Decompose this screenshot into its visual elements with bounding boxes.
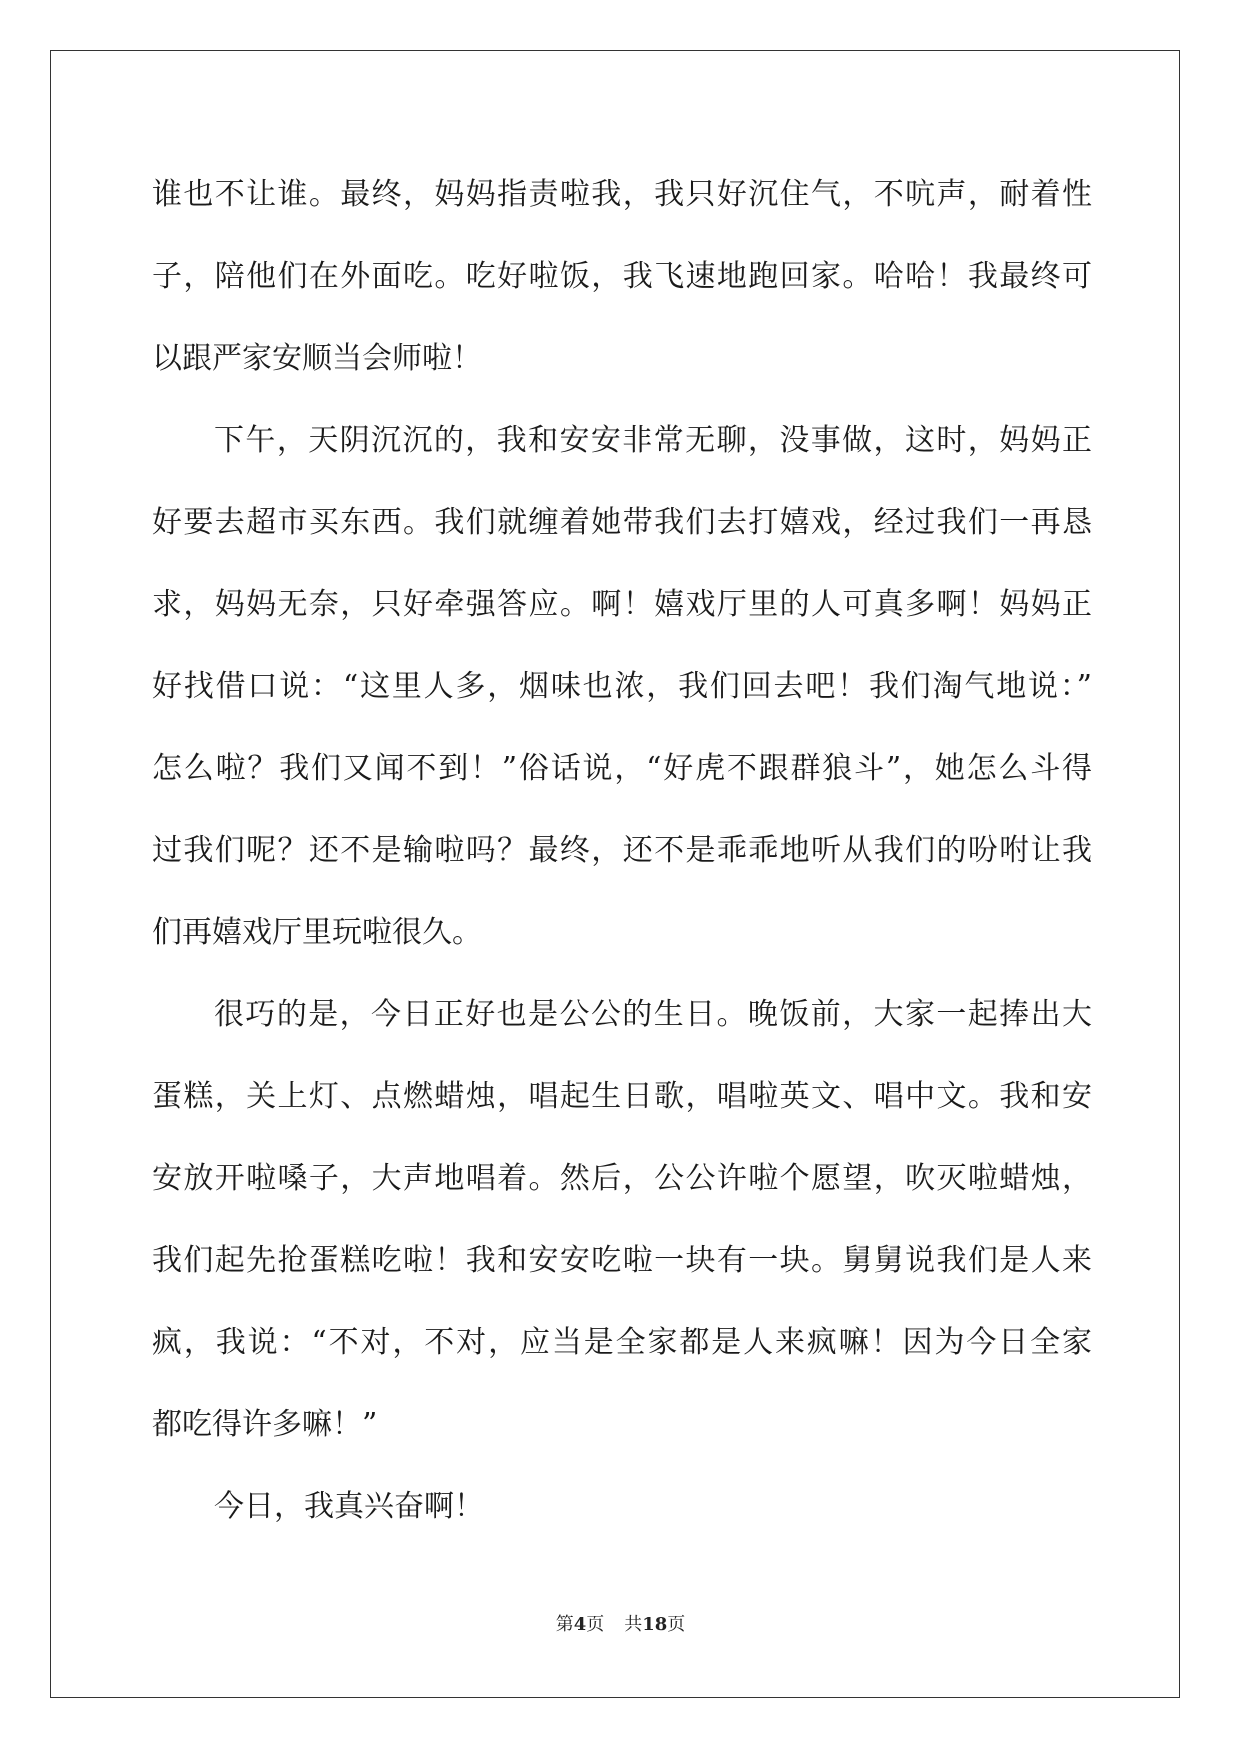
text-line: 子，陪他们在外面吃。吃好啦饭，我飞速地跑回家。哈哈！我最终可 [152, 259, 1092, 294]
text-line: 以跟严家安顺当会师啦！ [152, 341, 482, 376]
paragraph-start-line: 很巧的是，今日正好也是公公的生日。晚饭前，大家一起捧出大 [214, 997, 1092, 1032]
paragraph-start-line: 今日，我真兴奋啊！ [214, 1489, 484, 1524]
paragraph-start-line: 下午，天阴沉沉的，我和安安非常无聊，没事做，这时，妈妈正 [214, 423, 1092, 458]
text-line: 好要去超市买东西。我们就缠着她带我们去打嬉戏，经过我们一再恳 [152, 505, 1092, 540]
text-line: 求，妈妈无奈，只好牵强答应。啊！嬉戏厅里的人可真多啊！妈妈正 [152, 587, 1092, 622]
text-line: 谁也不让谁。最终，妈妈指责啦我，我只好沉住气，不吭声，耐着性 [152, 177, 1092, 212]
text-line: 过我们呢？还不是输啦吗？最终，还不是乖乖地听从我们的吩咐让我 [152, 833, 1092, 868]
text-line: 我们起先抢蛋糕吃啦！我和安安吃啦一块有一块。舅舅说我们是人来 [152, 1243, 1092, 1278]
text-line: 好找借口说：“这里人多，烟味也浓，我们回去吧！我们淘气地说：” [152, 669, 1092, 704]
text-line: 都吃得许多嘛！” [152, 1407, 378, 1442]
document-body [152, 154, 1092, 1548]
total-pages: 18 [642, 1614, 668, 1635]
page-footer [0, 1610, 1241, 1636]
text-line: 疯，我说：“不对，不对，应当是全家都是人来疯嘛！因为今日全家 [152, 1325, 1092, 1360]
text-line: 怎么啦？我们又闻不到！”俗话说，“好虎不跟群狼斗”，她怎么斗得 [152, 751, 1092, 786]
total-suffix: 页 [667, 1614, 686, 1635]
text-line: 蛋糕，关上灯、点燃蜡烛，唱起生日歌，唱啦英文、唱中文。我和安 [152, 1079, 1092, 1114]
page-prefix: 第 [555, 1614, 574, 1635]
text-line: 们再嬉戏厅里玩啦很久。 [152, 915, 482, 950]
page-suffix: 页 [586, 1614, 605, 1635]
text-line: 安放开啦嗓子，大声地唱着。然后，公公许啦个愿望，吹灭啦蜡烛， [152, 1161, 1092, 1196]
page-number: 4 [573, 1614, 587, 1635]
total-prefix: 共 [624, 1614, 643, 1635]
